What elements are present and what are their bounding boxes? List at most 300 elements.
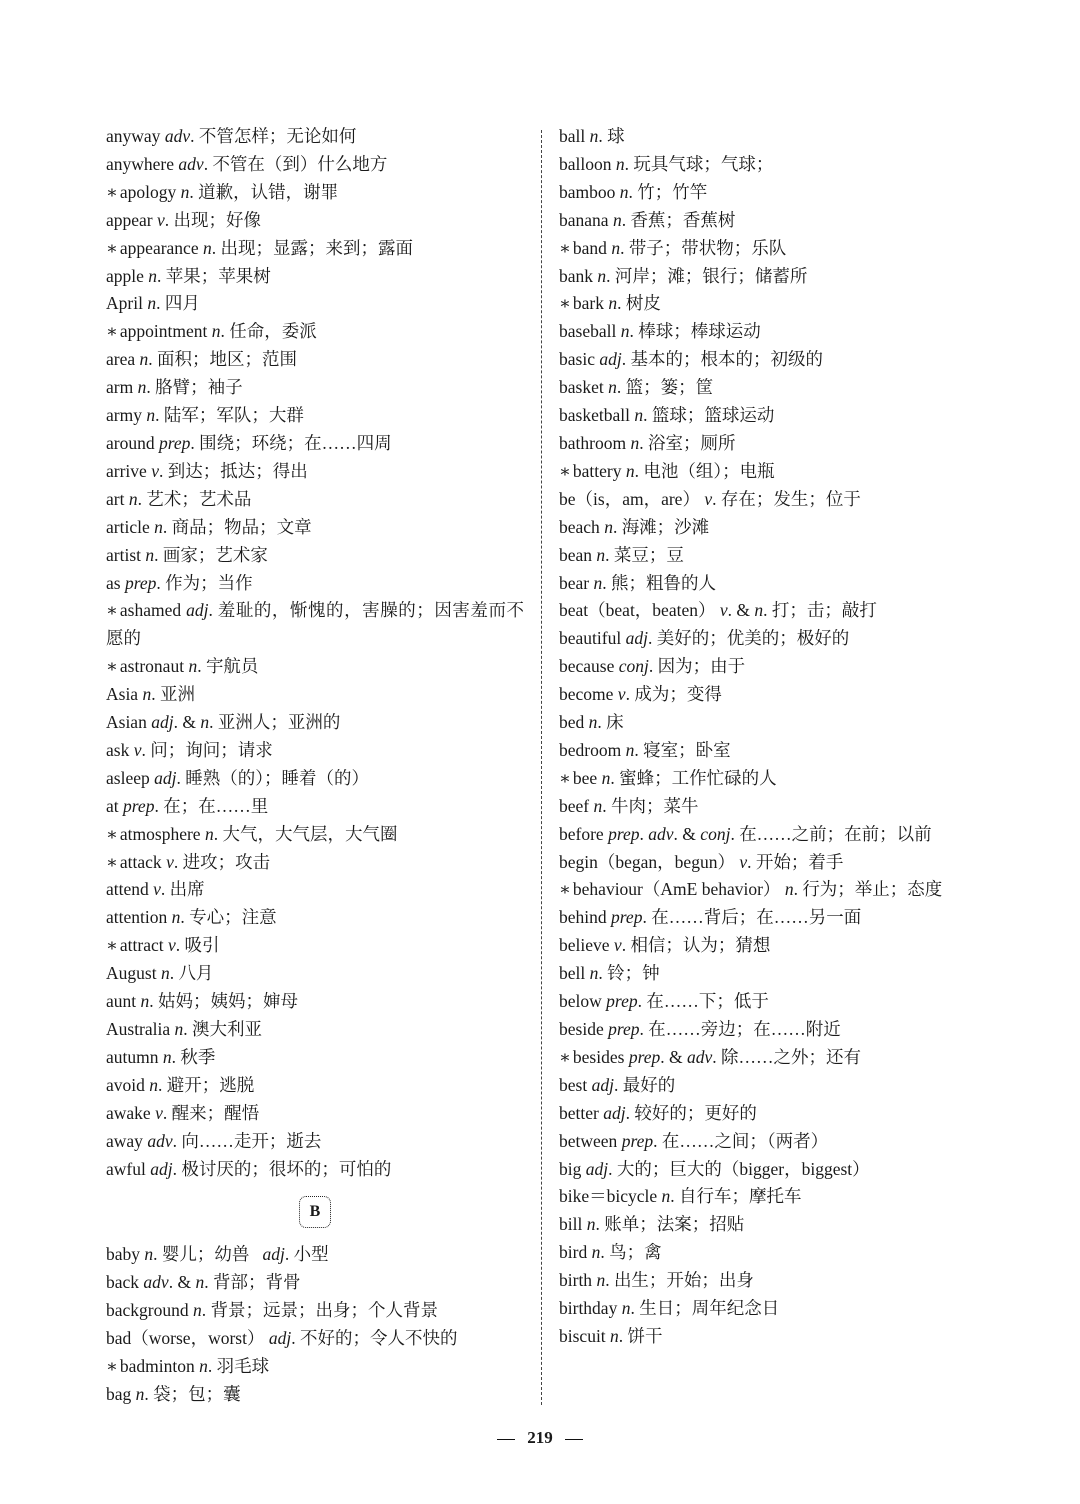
definition: 大气，大气层，大气圈 xyxy=(222,823,398,844)
headword: bee xyxy=(572,767,598,788)
part-of-speech: n xyxy=(611,237,621,258)
dictionary-entry: become v. 成为；变得 xyxy=(559,684,722,705)
definition: 开始；着手 xyxy=(755,851,844,872)
part-of-speech: n xyxy=(619,181,629,202)
headword: believe xyxy=(559,935,610,956)
part-of-speech: adv xyxy=(178,153,204,174)
part-of-speech: n xyxy=(180,181,190,202)
headword: apple xyxy=(106,265,144,286)
dictionary-entry: bean n. 菜豆；豆 xyxy=(559,544,684,565)
part-of-speech: n xyxy=(608,377,617,398)
headword: beach xyxy=(559,516,600,537)
part-of-speech: conj xyxy=(618,656,649,677)
dictionary-entry: ∗ battery n. 电池（组）；电瓶 xyxy=(559,460,775,481)
star-mark: ∗ xyxy=(106,1356,118,1377)
headword: appointment xyxy=(119,321,208,342)
headword: area xyxy=(106,349,136,370)
headword: anywhere xyxy=(106,153,175,174)
headword: birth xyxy=(559,1270,593,1291)
headword: appear xyxy=(106,209,153,230)
dictionary-entry: arm n. 胳臂；袖子 xyxy=(106,377,243,398)
part-of-speech: n xyxy=(144,1244,154,1265)
part-of-speech: v xyxy=(739,851,748,872)
dictionary-entry: appear v. 出现；好像 xyxy=(106,209,262,230)
definition: 在……之间；（两者） xyxy=(661,1130,829,1151)
dictionary-entry: army n. 陆军；军队；大群 xyxy=(106,405,304,426)
headword: balloon xyxy=(559,153,612,174)
headword: apology xyxy=(119,181,177,202)
part-of-speech: prep xyxy=(628,1046,661,1067)
definition: 竹；竹竿 xyxy=(637,181,708,202)
definition: 陆军；军队；大群 xyxy=(163,405,304,426)
part-of-speech: n xyxy=(171,907,181,928)
page-footer xyxy=(0,1428,1080,1448)
dictionary-entry: aunt n. 姑妈；姨妈；婶母 xyxy=(106,991,299,1012)
part-of-speech: n xyxy=(148,265,158,286)
dictionary-entry: back adv. & n. 背部；背骨 xyxy=(106,1272,301,1293)
dictionary-entry: autumn n. 秋季 xyxy=(106,1046,216,1067)
definition: 问；询问；请求 xyxy=(150,739,273,760)
headword: back xyxy=(106,1272,140,1293)
dictionary-entry: awake v. 醒来；醒悟 xyxy=(106,1102,260,1123)
dictionary-entry: beef n. 牛肉；菜牛 xyxy=(559,795,699,816)
part-of-speech: prep xyxy=(608,1019,640,1039)
word-forms: （AmE behavior） xyxy=(642,879,781,900)
dictionary-entry: birth n. 出生；开始；出身 xyxy=(559,1270,754,1291)
star-mark: ∗ xyxy=(106,600,118,621)
definition: 商品；物品；文章 xyxy=(171,516,312,537)
definition: 出席 xyxy=(169,879,205,900)
dictionary-entry: bamboo n. 竹；竹竿 xyxy=(559,181,708,202)
dictionary-entry: ∗ ashamed adj. 羞耻的，惭愧的，害臊的；因害羞而不愿的 xyxy=(106,600,525,649)
definition: 带子；带状物；乐队 xyxy=(628,237,787,258)
part-of-speech: n xyxy=(620,321,630,342)
headword: astronaut xyxy=(119,656,185,677)
part-of-speech: v xyxy=(133,739,142,760)
headword: best xyxy=(559,1074,588,1095)
headword: bad xyxy=(106,1328,132,1349)
headword: avoid xyxy=(106,1074,145,1095)
section-letter: B xyxy=(299,1196,331,1228)
headword: baseball xyxy=(559,321,617,342)
headword: background xyxy=(106,1300,189,1321)
dictionary-entry: ∗ bark n. 树皮 xyxy=(559,293,661,314)
dictionary-entry: ∗ astronaut n. 宇航员 xyxy=(106,656,259,677)
part-of-speech: adj xyxy=(603,1102,626,1123)
headword: battery xyxy=(572,460,622,481)
dictionary-entry: anyway adv. 不管怎样；无论如何 xyxy=(106,126,357,146)
part-of-speech: prep xyxy=(608,823,640,844)
dictionary-entry: begin（began，begun） v. 开始；着手 xyxy=(559,851,844,872)
part-of-speech: n xyxy=(199,1356,208,1377)
definition: 道歉，认错，谢罪 xyxy=(198,181,339,202)
part-of-speech: adv xyxy=(164,126,191,146)
definition: 牛肉；菜牛 xyxy=(611,795,699,816)
part-of-speech: n xyxy=(211,321,221,342)
definition: 面积；地区；范围 xyxy=(157,349,298,370)
dictionary-entry: between prep. 在……之间；（两者） xyxy=(559,1130,829,1151)
definition: 美好的；优美的；极好的 xyxy=(656,628,850,649)
definition: 香蕉；香蕉树 xyxy=(630,209,736,230)
dictionary-entry: bathroom n. 浴室；厕所 xyxy=(559,432,736,453)
dictionary-entry: anywhere adv. 不管在（到）什么地方 xyxy=(106,153,388,174)
definition: 行为；举止；态度 xyxy=(802,879,943,900)
star-mark: ∗ xyxy=(559,1046,571,1067)
star-mark: ∗ xyxy=(559,879,571,900)
part-of-speech: n xyxy=(154,516,163,537)
definition: 相信；认为；猜想 xyxy=(630,935,771,956)
dictionary-entry: April n. 四月 xyxy=(106,293,200,314)
headword: atmosphere xyxy=(119,823,201,844)
headword: ashamed xyxy=(119,600,182,621)
part-of-speech: prep xyxy=(611,907,643,928)
headword: bird xyxy=(559,1242,588,1263)
dictionary-entry: at prep. 在；在……里 xyxy=(106,795,269,816)
part-of-speech: v xyxy=(168,935,176,956)
definition: 出现；显露；来到；露面 xyxy=(220,237,413,258)
dictionary-entry: basket n. 篮；篓；筐 xyxy=(559,377,714,398)
star-mark: ∗ xyxy=(106,656,118,677)
dictionary-entry: before prep. adv. & conj. 在……之前；在前；以前 xyxy=(559,823,932,844)
part-of-speech-2: adj xyxy=(262,1244,285,1265)
headword: bear xyxy=(559,572,590,593)
definition: 任命，委派 xyxy=(229,321,317,342)
definition: 姑妈；姨妈；婶母 xyxy=(158,991,299,1012)
definition: 树皮 xyxy=(625,293,661,314)
headword: awake xyxy=(106,1102,151,1123)
headword: bank xyxy=(559,265,594,286)
part-of-speech: n xyxy=(596,1270,606,1291)
word-forms: （began，begun） xyxy=(597,851,735,872)
part-of-speech: n xyxy=(202,237,212,258)
definition: 向……走开；逝去 xyxy=(181,1130,322,1151)
left-entries-a xyxy=(106,123,524,1183)
dictionary-entry: apple n. 苹果；苹果树 xyxy=(106,265,271,286)
headword: biscuit xyxy=(559,1325,606,1346)
part-of-speech: v xyxy=(155,1102,163,1123)
part-of-speech: prep xyxy=(124,572,157,593)
dictionary-entry: avoid n. 避开；逃脱 xyxy=(106,1074,255,1095)
dictionary-entry: beautiful adj. 美好的；优美的；极好的 xyxy=(559,628,850,649)
dictionary-entry: beat（beat，beaten） v. & n. 打；击；敲打 xyxy=(559,600,877,621)
part-of-speech: n xyxy=(145,544,155,565)
headword: August xyxy=(106,963,157,984)
part-of-speech: n xyxy=(160,963,170,984)
part-of-speech: n xyxy=(593,572,603,593)
definition: 四月 xyxy=(164,293,200,314)
definition: 篮；篓；筐 xyxy=(625,377,714,398)
headword: bark xyxy=(572,293,605,314)
headword: become xyxy=(559,684,614,705)
definition: 在……旁边；在……附近 xyxy=(648,1019,841,1039)
dictionary-entry: attention n. 专心；注意 xyxy=(106,907,277,928)
part-of-speech: n xyxy=(140,991,150,1012)
definition: 寝室；卧室 xyxy=(643,739,731,760)
dictionary-entry: be（is，am，are） v. 存在；发生；位于 xyxy=(559,488,861,509)
headword: band xyxy=(572,237,607,258)
headword: badminton xyxy=(119,1356,195,1377)
headword: bathroom xyxy=(559,432,627,453)
dictionary-entry: bag n. 袋；包；囊 xyxy=(106,1383,241,1404)
headword: around xyxy=(106,432,155,453)
definition: 鸟；禽 xyxy=(609,1242,662,1263)
part-of-speech: n xyxy=(589,126,599,146)
definition: 浴室；厕所 xyxy=(647,432,736,453)
part-of-speech: n xyxy=(593,795,603,816)
dictionary-entry: bell n. 铃；钟 xyxy=(559,963,660,984)
footer-dash-left xyxy=(497,1439,515,1440)
headword: basic xyxy=(559,349,595,370)
part-of-speech: n xyxy=(615,153,625,174)
dictionary-entry: bedroom n. 寝室；卧室 xyxy=(559,739,731,760)
dictionary-entry: ask v. 问；询问；请求 xyxy=(106,739,273,760)
part-of-speech: adj xyxy=(599,349,622,370)
headword: away xyxy=(106,1130,143,1151)
dictionary-entry: ∗ bee n. 蜜蜂；工作忙碌的人 xyxy=(559,767,777,788)
headword: arm xyxy=(106,377,134,398)
headword: bell xyxy=(559,963,586,984)
definition: 羞耻的，惭愧的，害臊的；因害羞而不愿的 xyxy=(106,600,525,649)
part-of-speech: v xyxy=(719,600,728,621)
headword: artist xyxy=(106,544,141,565)
dictionary-entry: believe v. 相信；认为；猜想 xyxy=(559,935,771,956)
dictionary-entry: Asia n. 亚洲 xyxy=(106,684,195,705)
definition: 在……之前；在前；以前 xyxy=(739,823,932,844)
definition: 存在；发生；位于 xyxy=(720,488,861,509)
definition: 到达；抵达；得出 xyxy=(167,460,308,481)
dictionary-entry: baby n. 婴儿；幼兽 adj. 小型 xyxy=(106,1244,329,1265)
definition: 苹果；苹果树 xyxy=(165,265,271,286)
dictionary-entry: attend v. 出席 xyxy=(106,879,205,900)
definition: 避开；逃脱 xyxy=(166,1074,255,1095)
definition: 篮球；篮球运动 xyxy=(651,405,775,426)
headword: army xyxy=(106,405,142,426)
headword: ask xyxy=(106,739,130,760)
part-of-speech: n xyxy=(612,209,622,230)
headword: arrive xyxy=(106,460,147,481)
definition: 蜜蜂；工作忙碌的人 xyxy=(619,767,777,788)
dictionary-entry: birthday n. 生日；周年纪念日 xyxy=(559,1298,780,1319)
definition: 棒球；棒球运动 xyxy=(638,321,761,342)
part-of-speech: n xyxy=(586,1214,596,1235)
part-of-speech: n xyxy=(188,656,198,677)
part-of-speech: n xyxy=(135,1383,145,1404)
definition: 在……下；低于 xyxy=(646,991,769,1012)
right-entries xyxy=(559,123,977,1351)
part-of-speech-2: n xyxy=(200,712,210,733)
part-of-speech-2: n xyxy=(754,600,764,621)
part-of-speech: n xyxy=(601,767,611,788)
dictionary-entry: banana n. 香蕉；香蕉树 xyxy=(559,209,736,230)
part-of-speech: n xyxy=(608,293,618,314)
word-forms-after: （bigger，biggest） xyxy=(721,1158,870,1179)
headword: bed xyxy=(559,712,585,733)
headword: article xyxy=(106,516,150,537)
headword: appearance xyxy=(119,237,199,258)
definition: 不管在（到）什么地方 xyxy=(212,153,388,174)
headword: better xyxy=(559,1102,599,1123)
definition: 专心；注意 xyxy=(189,907,277,928)
dictionary-entry: awful adj. 极讨厌的；很坏的；可怕的 xyxy=(106,1158,392,1179)
part-of-speech: n xyxy=(139,349,149,370)
headword: bill xyxy=(559,1214,583,1235)
definition: 画家；艺术家 xyxy=(162,544,268,565)
headword: beat xyxy=(559,600,589,621)
dictionary-entry: ∗ atmosphere n. 大气，大气层，大气圈 xyxy=(106,823,398,844)
word-forms: （is，am，are） xyxy=(575,488,700,509)
definition: 不管怎样；无论如何 xyxy=(198,126,357,146)
headword: Asian xyxy=(106,712,147,733)
part-of-speech: prep xyxy=(123,795,155,816)
headword: awful xyxy=(106,1158,146,1179)
headword: autumn xyxy=(106,1046,159,1067)
dictionary-entry: ∗ attract v. 吸引 xyxy=(106,935,220,956)
definition: 宇航员 xyxy=(205,656,259,677)
headword: aunt xyxy=(106,991,137,1012)
part-of-speech-extra: adv xyxy=(648,823,674,844)
part-of-speech: adj xyxy=(625,628,648,649)
definition: 在……背后；在……另一面 xyxy=(651,907,862,928)
headword: big xyxy=(559,1158,582,1179)
dictionary-entry: bad（worse，worst） adj. 不好的；令人不快的 xyxy=(106,1328,458,1349)
headword: attract xyxy=(119,935,164,956)
part-of-speech: prep xyxy=(621,1130,654,1151)
definition: 秋季 xyxy=(180,1046,216,1067)
dictionary-entry: basic adj. 基本的；根本的；初级的 xyxy=(559,349,823,370)
definition: 澳大利亚 xyxy=(192,1019,263,1039)
dictionary-entry: ∗ apology n. 道歉，认错，谢罪 xyxy=(106,181,339,202)
part-of-speech: n xyxy=(610,1325,619,1346)
dictionary-entry: basketball n. 篮球；篮球运动 xyxy=(559,405,775,426)
definition: 铃；钟 xyxy=(607,963,660,984)
word-forms: （beat，beaten） xyxy=(588,600,716,621)
star-mark: ∗ xyxy=(559,767,571,788)
dictionary-entry: artist n. 画家；艺术家 xyxy=(106,544,268,565)
dictionary-entry: because conj. 因为；由于 xyxy=(559,656,746,677)
headword: bag xyxy=(106,1383,132,1404)
dictionary-entry: big adj. 大的；巨大的（bigger，biggest） xyxy=(559,1158,870,1179)
part-of-speech: n xyxy=(661,1186,671,1207)
headword: besides xyxy=(572,1046,625,1067)
part-of-speech: n xyxy=(604,516,613,537)
definition: 极讨厌的；很坏的；可怕的 xyxy=(181,1158,392,1179)
headword: asleep xyxy=(106,767,150,788)
dictionary-entry: ball n. 球 xyxy=(559,126,625,146)
part-of-speech: adv xyxy=(147,1130,173,1151)
definition: 账单；法案；招贴 xyxy=(604,1214,745,1235)
dictionary-entry: ∗ badminton n. 羽毛球 xyxy=(106,1356,270,1377)
definition: 出现；好像 xyxy=(173,209,262,230)
dictionary-entry: bird n. 鸟；禽 xyxy=(559,1242,662,1263)
part-of-speech: n xyxy=(596,544,606,565)
star-mark: ∗ xyxy=(559,237,571,258)
part-of-speech: n xyxy=(588,712,598,733)
star-mark: ∗ xyxy=(106,851,118,872)
dictionary-entry: article n. 商品；物品；文章 xyxy=(106,516,312,537)
definition: 吸引 xyxy=(184,935,220,956)
definition: 电池（组）；电瓶 xyxy=(643,460,775,481)
dictionary-entry: ∗ behaviour（AmE behavior） n. 行为；举止；态度 xyxy=(559,879,943,900)
headword: as xyxy=(106,572,121,593)
star-mark: ∗ xyxy=(559,293,571,314)
dictionary-entry: ∗ besides prep. & adv. 除……之外；还有 xyxy=(559,1046,862,1067)
dictionary-entry: asleep adj. 睡熟（的）；睡着（的） xyxy=(106,767,369,788)
dictionary-entry: area n. 面积；地区；范围 xyxy=(106,349,298,370)
column-divider xyxy=(541,130,542,1405)
definition: 进攻；攻击 xyxy=(182,851,271,872)
headword: birthday xyxy=(559,1298,618,1319)
definition: 八月 xyxy=(178,963,214,984)
part-of-speech: n xyxy=(784,879,794,900)
part-of-speech: adj xyxy=(151,712,174,733)
star-mark: ∗ xyxy=(106,237,118,258)
headword: attack xyxy=(119,851,162,872)
part-of-speech: n xyxy=(621,1298,631,1319)
definition: 在；在……里 xyxy=(163,795,269,816)
definition: 袋；包；囊 xyxy=(153,1383,241,1404)
definition: 海滩；沙滩 xyxy=(621,516,710,537)
star-mark: ∗ xyxy=(106,181,118,202)
headword: April xyxy=(106,293,143,314)
definition: 艺术；艺术品 xyxy=(146,488,252,509)
part-of-speech: adj xyxy=(154,767,177,788)
definition-2: 小型 xyxy=(293,1244,329,1265)
headword: attend xyxy=(106,879,149,900)
part-of-speech: prep xyxy=(606,991,638,1012)
dictionary-entry: behind prep. 在……背后；在……另一面 xyxy=(559,907,862,928)
dictionary-entry: arrive v. 到达；抵达；得出 xyxy=(106,460,308,481)
headword: banana xyxy=(559,209,609,230)
star-mark: ∗ xyxy=(106,321,118,342)
dictionary-entry: better adj. 较好的；更好的 xyxy=(559,1102,757,1123)
definition: 除……之外；还有 xyxy=(721,1046,862,1067)
part-of-speech: n xyxy=(597,265,607,286)
definition: 基本的；根本的；初级的 xyxy=(630,349,823,370)
part-of-speech: adv xyxy=(143,1272,169,1293)
part-of-speech: n xyxy=(630,432,640,453)
part-of-speech: v xyxy=(153,879,161,900)
part-of-speech-2: conj xyxy=(700,823,731,844)
definition: 出生；开始；出身 xyxy=(613,1270,754,1291)
part-of-speech: n xyxy=(589,963,599,984)
part-of-speech: n xyxy=(634,405,644,426)
dictionary-entry: around prep. 围绕；环绕；在……四周 xyxy=(106,432,392,453)
dictionary-entry: bed n. 床 xyxy=(559,712,624,733)
definition: 较好的；更好的 xyxy=(634,1102,757,1123)
headword: basketball xyxy=(559,405,630,426)
headword: beside xyxy=(559,1019,604,1039)
section-marker xyxy=(106,1187,524,1237)
part-of-speech: n xyxy=(625,739,635,760)
dictionary-entry: August n. 八月 xyxy=(106,963,214,984)
part-of-speech: n xyxy=(149,1074,159,1095)
dictionary-entry: beside prep. 在……旁边；在……附近 xyxy=(559,1019,841,1039)
part-of-speech: adj xyxy=(585,1158,609,1179)
part-of-speech: n xyxy=(146,405,156,426)
headword: be xyxy=(559,488,576,509)
dictionary-entry: bill n. 账单；法案；招贴 xyxy=(559,1214,745,1235)
definition: 熊；粗鲁的人 xyxy=(611,572,716,593)
headword: behind xyxy=(559,907,607,928)
headword: begin xyxy=(559,851,598,872)
footer-dash-right xyxy=(565,1439,583,1440)
dictionary-entry: bear n. 熊；粗鲁的人 xyxy=(559,572,716,593)
star-mark: ∗ xyxy=(106,935,118,956)
dictionary-entry: ∗ appearance n. 出现；显露；来到；露面 xyxy=(106,237,413,258)
part-of-speech: v xyxy=(613,935,622,956)
headword: below xyxy=(559,991,602,1012)
part-of-speech: v xyxy=(157,209,165,230)
